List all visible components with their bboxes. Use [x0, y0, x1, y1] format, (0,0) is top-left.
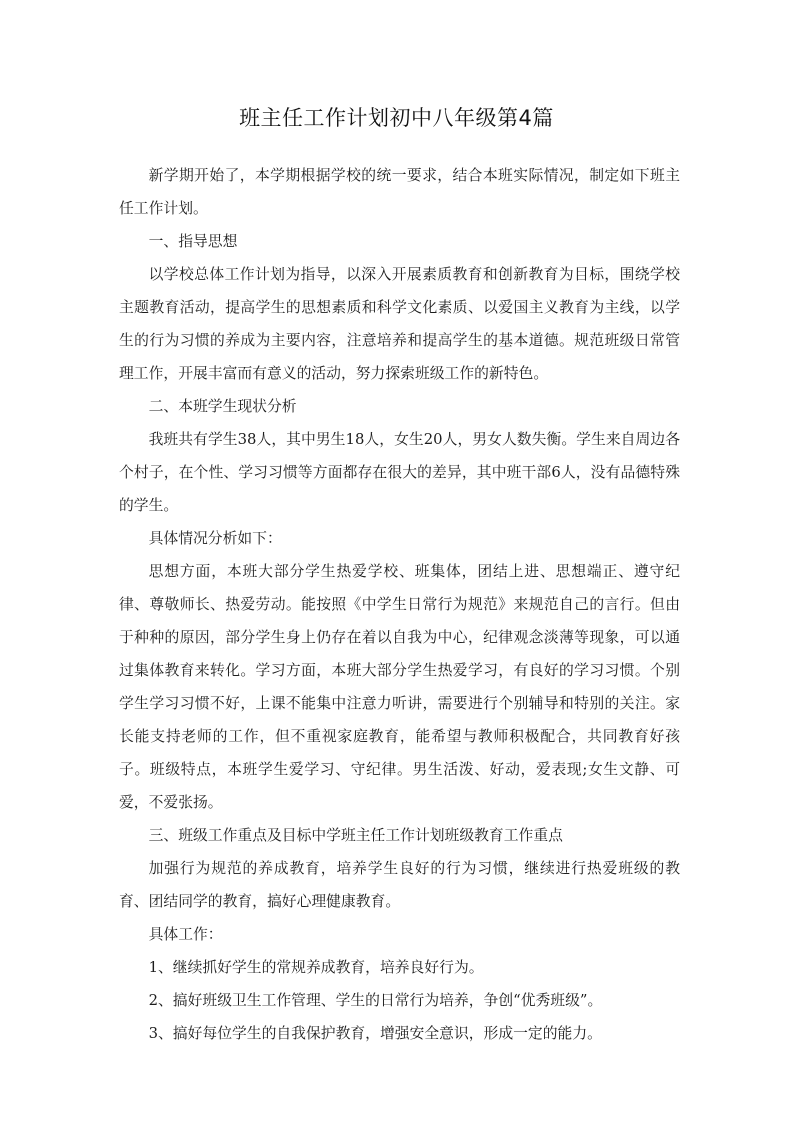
work-focus-paragraph: 加强行为规范的养成教育，培养学生良好的行为习惯，继续进行热爱班级的教育、团结同学的教育，搞好心理健康教育。: [119, 860, 680, 910]
specific-work-label: 具体工作：: [148, 926, 223, 943]
analysis-intro-line: 具体情况分析如下：: [148, 530, 282, 547]
work-item-1: 1、继续抓好学生的常规养成教育，培养良好行为。: [148, 959, 484, 976]
section-heading-guiding-ideology: 一、指导思想: [148, 233, 238, 250]
work-item-3: 3、搞好每位学生的自我保护教育，增强安全意识，形成一定的能力。: [148, 1025, 602, 1042]
work-item-2: 2、搞好班级卫生工作管理、学生的日常行为培养，争创“优秀班级”。: [148, 992, 603, 1009]
section-heading-class-analysis: 二、本班学生现状分析: [148, 398, 297, 415]
detailed-analysis-paragraph: 思想方面，本班大部分学生热爱学校、班集体，团结上进、思想端正、遵守纪律、尊敬师长、热爱劳动。能按照《中学生日常行为规范》来规范自己的言行。但由于种种的原因，部分学生身上仍存在着以自我为中心，纪律观念淡薄等现象，可以通过集体教育来转化。学习方面，本班大部分学生热爱学习，有良好的学习习惯。个别学生学习习惯不好，上课不能集中注意力听讲，需要进行个别辅导和特别的关注。家长能支持老师的工作，但不重视家庭教育，能希望与教师积极配合，共同教育好孩子。班级特点，本班学生爱学习、守纪律。男生活泼、好动，爱表现;女生文静、可爱，不爱张扬。: [119, 563, 680, 811]
class-analysis-paragraph: 我班共有学生38人，其中男生18人，女生20人，男女人数失衡。学生来自周边各个村子，在个性、学习习惯等方面都存在很大的差异，其中班干部6人，没有品德特殊的学生。: [119, 431, 680, 514]
guiding-ideology-paragraph: 以学校总体工作计划为指导，以深入开展素质教育和创新教育为目标，围绕学校主题教育活动，提高学生的思想素质和科学文化素质、以爱国主义教育为主线，以学生的行为习惯的养成为主要内容，注意培养和提高学生的基本道德。规范班级日常管理工作，开展丰富而有意义的活动，努力探索班级工作的新特色。: [119, 266, 680, 382]
intro-paragraph: 新学期开始了，本学期根据学校的统一要求，结合本班实际情况，制定如下班主任工作计划。: [119, 167, 680, 217]
document-body: [119, 159, 680, 1050]
section-heading-work-focus: 三、班级工作重点及目标中学班主任工作计划班级教育工作重点: [148, 827, 563, 844]
document-title: 班主任工作计划初中八年级第4篇: [239, 106, 554, 130]
